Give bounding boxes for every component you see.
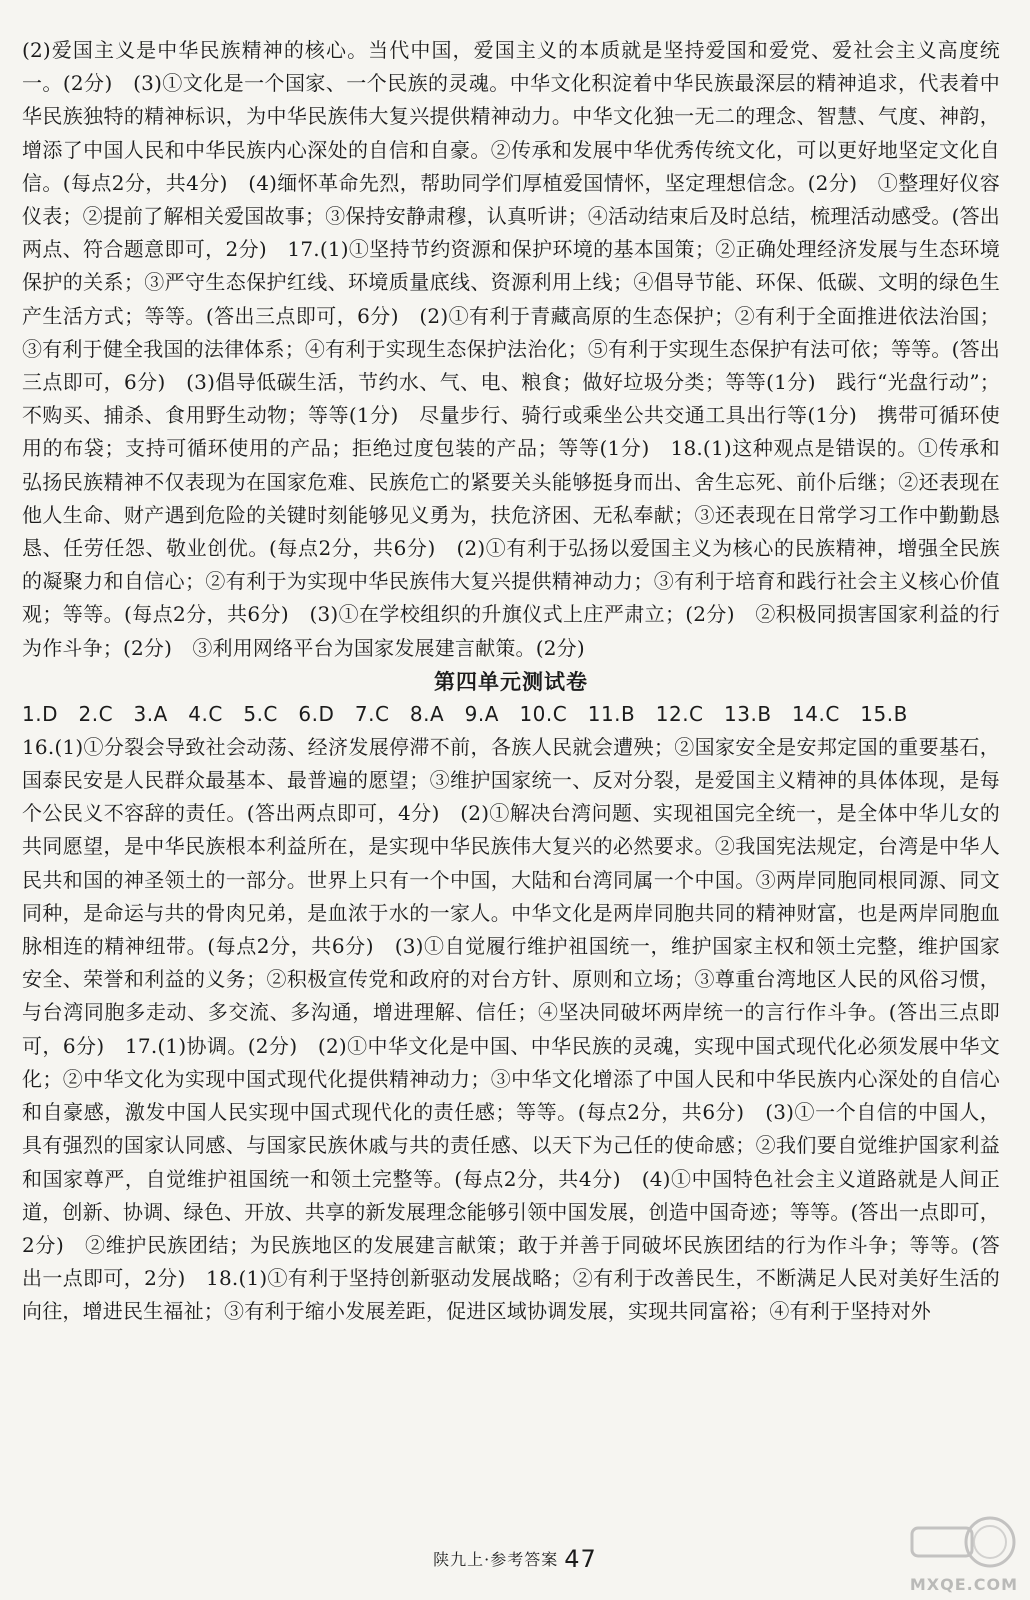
- answer-text: [22, 34, 1000, 1329]
- footer-label: 陕九上·参考答案: [433, 1550, 559, 1569]
- unit4-answers-paragraph: 16.(1)①分裂会导致社会动荡、经济发展停滞不前，各族人民就会遭殃；②国家安全是安邦定国的重要基石，国泰民安是人民群众最基本、最普遍的愿望；③维护国家统一、反对分裂，是爱国主义精神的具体体现，是每个公民义不容辞的责任。(答出两点即可，4分) (2)①解决台湾问题、实现祖国完全统一，是全体中华儿女的共同愿望，是中华民族根本利益所在，是实现中华民族伟大复兴的必然要求。②我国宪法规定，台湾是中华人民共和国的神圣领土的一部分。世界上只有一个中国，大陆和台湾同属一个中国。③两岸同胞同根同源、同文同种，是命运与共的骨肉兄弟，是血浓于水的一家人。中华文化是两岸同胞共同的精神财富，也是两岸同胞血脉相连的精神纽带。(每点2分，共6分) (3)①自觉履行维护祖国统一，维护国家主权和领土完整，维护国家安全、荣誉和利益的义务；②积极宣传党和政府的对台方针、原则和立场；③尊重台湾地区人民的风俗习惯，与台湾同胞多走动、多交流、多沟通，增进理解、信任；④坚决同破坏两岸统一的言行作斗争。(答出三点即可，6分) 17.(1)协调。(2分) (2)①中华文化是中国、中华民族的灵魂，实现中国式现代化必须发展中华文化；②中华文化为实现中国式现代化提供精神动力；③中华文化增添了中国人民和中华民族内心深处的自信心和自豪感，激发中国人民实现中国式现代化的责任感；等等。(每点2分，共6分) (3)①一个自信的中国人，具有强烈的国家认同感、与国家民族休戚与共的责任感、以天下为己任的使命感；②我们要自觉维护国家利益和国家尊严，自觉维护祖国统一和领土完整等。(每点2分，共4分) (4)①中国特色社会主义道路就是人间正道，创新、协调、绿色、开放、共享的新发展理念能够引领中国发展，创造中国奇迹；等等。(答出一点即可，2分) ②维护民族团结；为民族地区的发展建言献策；敢于并善于同破坏民族团结的行为作斗争；等等。(答出一点即可，2分) 18.(1)①有利于坚持创新驱动发展战略；②有利于改善民生，不断满足人民对美好生活的向往，增进民生福祉；③有利于缩小发展差距，促进区域协调发展，实现共同富裕；④有利于坚持对外: [22, 734, 1000, 1324]
- page-number: 47: [564, 1545, 597, 1573]
- unit3-answers-paragraph: (2)爱国主义是中华民族精神的核心。当代中国，爱国主义的本质就是坚持爱国和爱党、爱社会主义高度统一。(2分) (3)①文化是一个国家、一个民族的灵魂。中华文化积淀着中华民族最深层的精神追求，代表着中华民族独特的精神标识，为中华民族伟大复兴提供精神动力。中华文化独一无二的理念、智慧、气度、神韵，增添了中国人民和中华民族内心深处的自信和自豪。②传承和发展中华优秀传统文化，可以更好地坚定文化自信。(每点2分，共4分) (4)缅怀革命先烈，帮助同学们厚植爱国情怀，坚定理想信念。(2分) ①整理好仪容仪表；②提前了解相关爱国故事；③保持安静肃穆，认真听讲；④活动结束后及时总结，梳理活动感受。(答出两点、符合题意即可，2分) 17.(1)①坚持节约资源和保护环境的基本国策；②正确处理经济发展与生态环境保护的关系；③严守生态保护红线、环境质量底线、资源利用上线；④倡导节能、环保、低碳、文明的绿色生产生活方式；等等。(答出三点即可，6分) (2)①有利于青藏高原的生态保护；②有利于全面推进依法治国；③有利于健全我国的法律体系；④有利于实现生态保护法治化；⑤有利于实现生态保护有法可依；等等。(答出三点即可，6分) (3)倡导低碳生活，节约水、气、电、粮食；做好垃圾分类；等等(1分) 践行“光盘行动”；不购买、捕杀、食用野生动物；等等(1分) 尽量步行、骑行或乘坐公共交通工具出行等(1分) 携带可循环使用的布袋；支持可循环使用的产品；拒绝过度包装的产品；等等(1分) 18.(1)这种观点是错误的。①传承和弘扬民族精神不仅表现为在国家危难、民族危亡的紧要关头能够挺身而出、舍生忘死、前仆后继；②还表现在他人生命、财产遇到危险的关键时刻能够见义勇为，扶危济困、无私奉献；③还表现在日常学习工作中勤勤恳恳、任劳任怨、敬业创优。(每点2分，共6分) (2)①有利于弘扬以爱国主义为核心的民族精神，增强全民族的凝聚力和自信心；②有利于为实现中华民族伟大复兴提供精神动力；③有利于培育和践行社会主义核心价值观；等等。(每点2分，共6分) (3)①在学校组织的升旗仪式上庄严肃立；(2分) ②积极同损害国家利益的行为作斗争；(2分) ③利用网络平台为国家发展建言献策。(2分): [22, 38, 1000, 660]
- multiple-choice-answers: 1.D 2.C 3.A 4.C 5.C 6.D 7.C 8.A 9.A 10.C 11.B 12.C 13.B 14.C 15.B: [22, 701, 908, 726]
- section-title: 第四单元测试卷: [434, 668, 588, 694]
- watermark-logo: [902, 1514, 1022, 1594]
- page-footer: [0, 1545, 1030, 1573]
- watermark-icon: [902, 1514, 1022, 1574]
- watermark-text: MXQE.COM: [909, 1575, 1018, 1594]
